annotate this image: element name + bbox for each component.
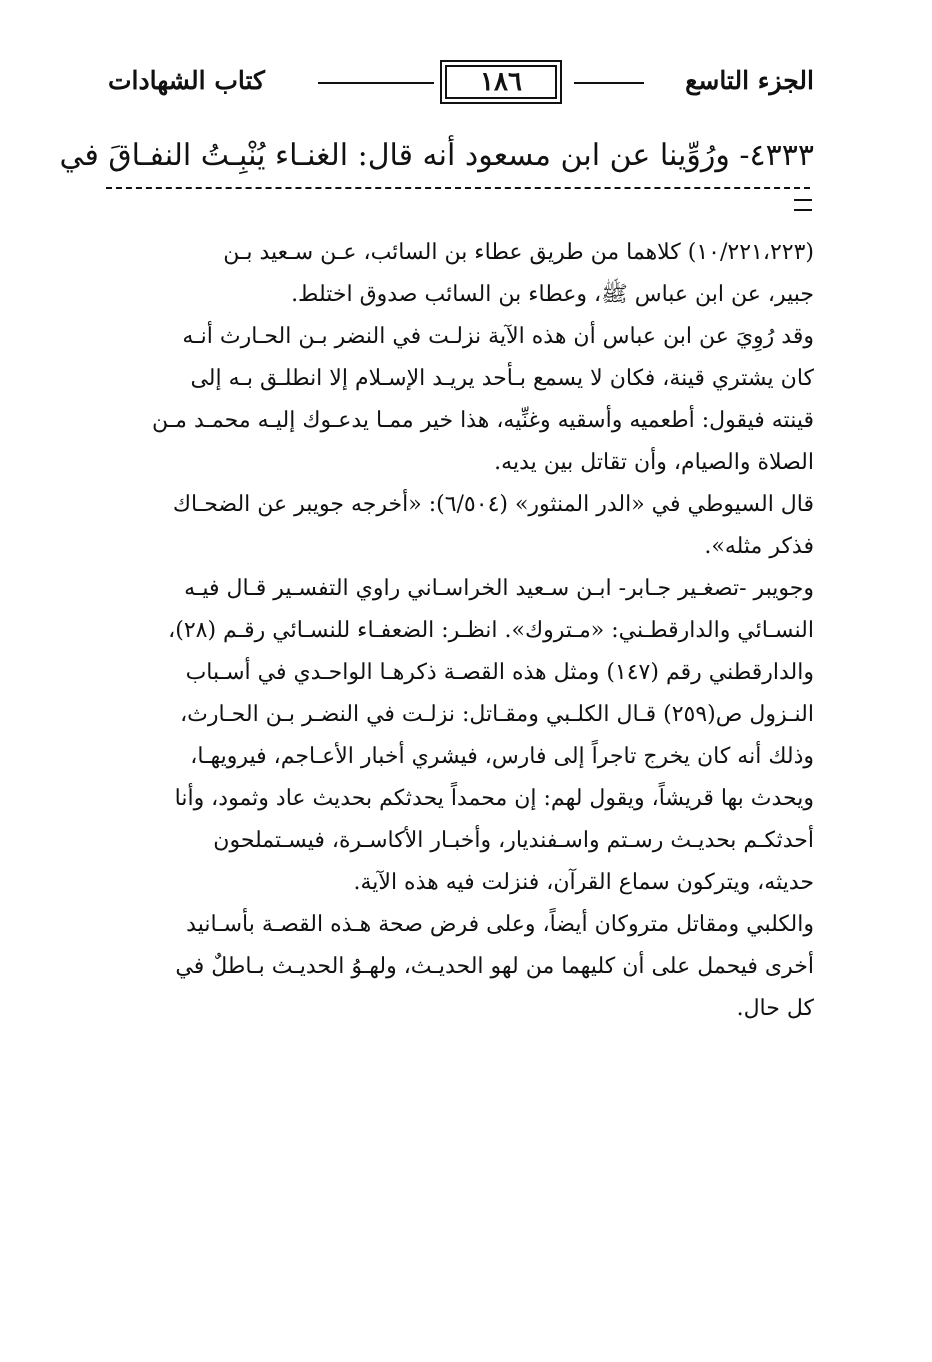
footnote-line: وذلك أنه كان يخرج تاجراً إلى فارس، فيشري أخبار الأعـاجم، فيرويهـا، <box>190 744 814 769</box>
footnote-line: أخرى فيحمل على أن كليهما من لهو الحديـث، ولهـوُ الحديـث بـاطلٌ في <box>175 954 814 979</box>
footnote-line: (١٠/٢٢١،٢٢٣) كلاهما من طريق عطاء بن السائب، عـن سـعيد بـن <box>223 240 814 265</box>
header-rule-right <box>574 82 644 84</box>
page-header <box>108 60 814 104</box>
footnote-line: النـزول ص(٢٥٩) قـال الكلـبي ومقـاتل: نزلـت في النضـر بـن الحـارث، <box>180 702 814 727</box>
footnote-line: وجويبر -تصغـير جـابر- ابـن سـعيد الخراسـاني راوي التفسـير قـال فيـه <box>184 576 814 601</box>
footnote-line: وقد رُوِيَ عن ابن عباس أن هذه الآية نزلـت في النضر بـن الحـارث أنـه <box>182 324 814 349</box>
footnote-line: النسـائي والدارقطـني: «مـتروك». انظـر: الضعفـاء للنسـائي رقـم (٢٨)، <box>168 618 814 643</box>
footnote-line: أحدثكـم بحديـث رسـتم واسـفنديار، وأخبـار الأكاسـرة، فيسـتملحون <box>213 828 814 853</box>
book-title: كتاب الشهادات <box>108 66 265 95</box>
footnote-line: والكلبي ومقاتل متروكان أيضاً، وعلى فرض صحة هـذه القصـة بأسـانيد <box>186 912 814 937</box>
footnote-line: فذكر مثله». <box>704 534 814 559</box>
header-rule-left <box>318 82 434 84</box>
footnote-line: حديثه، ويتركون سماع القرآن، فنزلت فيه هذه الآية. <box>353 870 814 895</box>
footnote-line: قال السيوطي في «الدر المنثور» (٦/٥٠٤): «أخرجه جويبر عن الضحـاك <box>172 492 814 517</box>
hadith-line: ٤٣٣٣- ورُوِّينا عن ابن مسعود أنه قال: الغنـاء يُنْبِـتُ النفـاقَ في <box>59 138 814 173</box>
footnote-line: والدارقطني رقم (١٤٧) ومثل هذه القصـة ذكرهـا الواحـدي في أسـباب <box>185 660 814 685</box>
volume-label: الجزء التاسع <box>685 66 814 95</box>
page-number-box: ١٨٦ <box>440 60 562 104</box>
footnote-line: كان يشتري قينة، فكان لا يسمع بـأحد يريـد الإسـلام إلا انطلـق بـه إلى <box>190 366 814 391</box>
footnote-line: جبير، عن ابن عباس ﷺ، وعطاء بن السائب صدوق اختلط. <box>291 282 814 307</box>
footnote-body <box>114 232 814 1030</box>
footnote-line: كل حال. <box>736 996 814 1021</box>
continuation-mark <box>794 199 812 211</box>
footnote-separator <box>106 187 810 189</box>
footnote-line: الصلاة والصيام، وأن تقاتل بين يديه. <box>494 450 814 475</box>
footnote-line: ويحدث بها قريشاً، ويقول لهم: إن محمداً يحدثكم بحديث عاد وثمود، وأنا <box>174 786 814 811</box>
footnote-line: قينته فيقول: أطعميه وأسقيه وغنِّيه، هذا خير ممـا يدعـوك إليـه محمـد مـن <box>151 408 814 433</box>
